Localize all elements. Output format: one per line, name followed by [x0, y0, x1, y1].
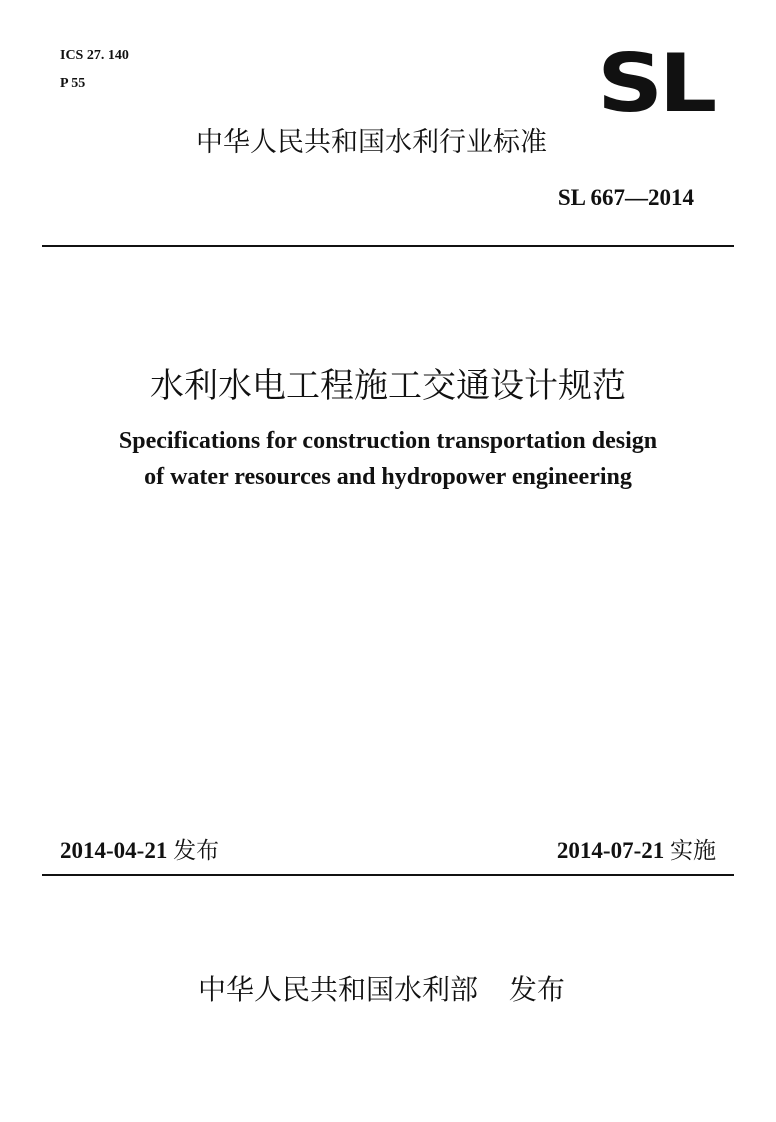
implement-label: 实施: [670, 838, 716, 864]
implement-date-block: [557, 832, 716, 865]
publish-label: 发布: [508, 973, 565, 1006]
sl-logo: SL: [597, 37, 713, 130]
title-chinese: 水利水电工程施工交通设计规范: [150, 366, 626, 406]
title-english-line1: Specifications for construction transportation design: [118, 428, 658, 454]
top-divider: [42, 245, 734, 247]
issue-date-block: [60, 832, 219, 865]
publisher: 中华人民共和国水利部: [198, 973, 479, 1006]
ics-code: ICS 27. 140: [60, 48, 129, 63]
title-english-line2: of water resources and hydropower engineering: [144, 464, 632, 490]
bottom-divider: [42, 874, 734, 876]
issue-label: 发布: [173, 838, 220, 864]
publisher-block: [198, 968, 565, 1008]
standard-number: SL 667—2014: [557, 185, 694, 210]
standard-category: 中华人民共和国水利行业标准: [196, 127, 547, 158]
implement-date: 2014-07-21: [556, 838, 665, 863]
issue-date: 2014-04-21: [60, 838, 168, 863]
ccs-code: P 55: [60, 76, 86, 91]
